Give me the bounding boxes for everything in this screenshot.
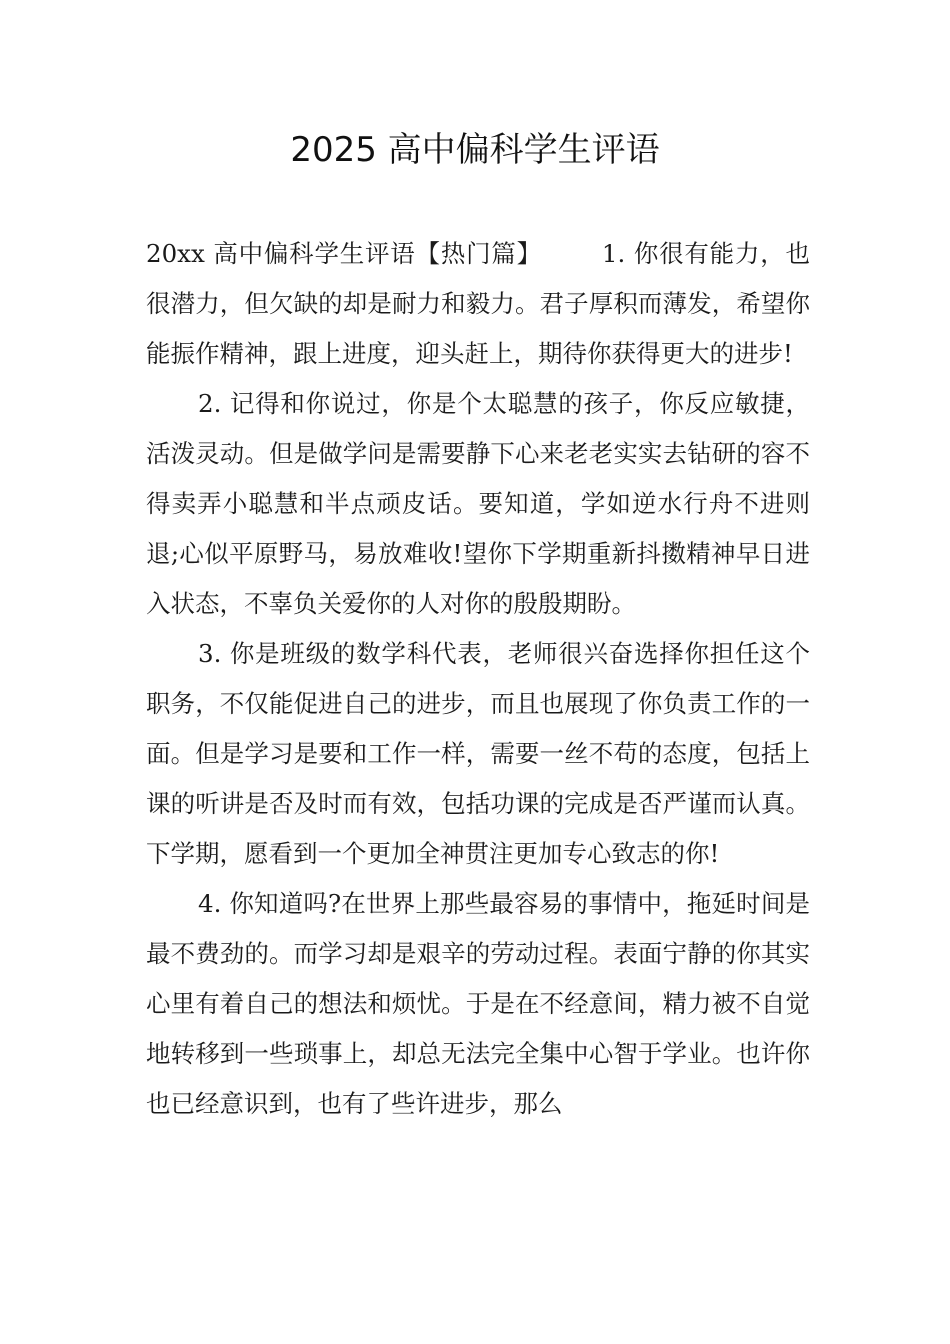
paragraph-2: 2. 记得和你说过，你是个太聪慧的孩子，你反应敏捷，活泼灵动。但是做学问是需要静下心来老老实实去钻研的容不得卖弄小聪慧和半点顽皮话。要知道，学如逆水行舟不进则退;心似平原野马，易放难收!望你下学期重新抖擞精神早日进入状态，不辜负关爱你的人对你的殷殷期盼。 bbox=[146, 389, 810, 618]
paragraph-1-text: 1. 你很有能力，也很潜力，但欠缺的却是耐力和毅力。君子厚积而薄发，希望你能振作精神，跟上进度，迎头赶上，期待你获得更大的进步! bbox=[146, 239, 810, 368]
paragraph-1-lead: 20xx 高中偏科学生评语【热门篇】 bbox=[146, 239, 542, 268]
paragraph-1 bbox=[146, 229, 810, 379]
paragraph-3: 3. 你是班级的数学科代表，老师很兴奋选择你担任这个职务，不仅能促进自己的进步，而且也展现了你负责工作的一面。但是学习是要和工作一样，需要一丝不苟的态度，包括上课的听讲是否及时而有效，包括功课的完成是否严谨而认真。下学期，愿看到一个更加全神贯注更加专心致志的你! bbox=[146, 639, 810, 868]
document-body bbox=[146, 229, 810, 1129]
paragraph-4: 4. 你知道吗?在世界上那些最容易的事情中，拖延时间是最不费劲的。而学习却是艰辛的劳动过程。表面宁静的你其实心里有着自己的想法和烦忧。于是在不经意间，精力被不自觉地转移到一些琐事上，却总无法完全集中心智于学业。也许你也已经意识到，也有了些许进步，那么 bbox=[146, 889, 810, 1118]
document-title: 2025 高中偏科学生评语 bbox=[290, 130, 660, 170]
